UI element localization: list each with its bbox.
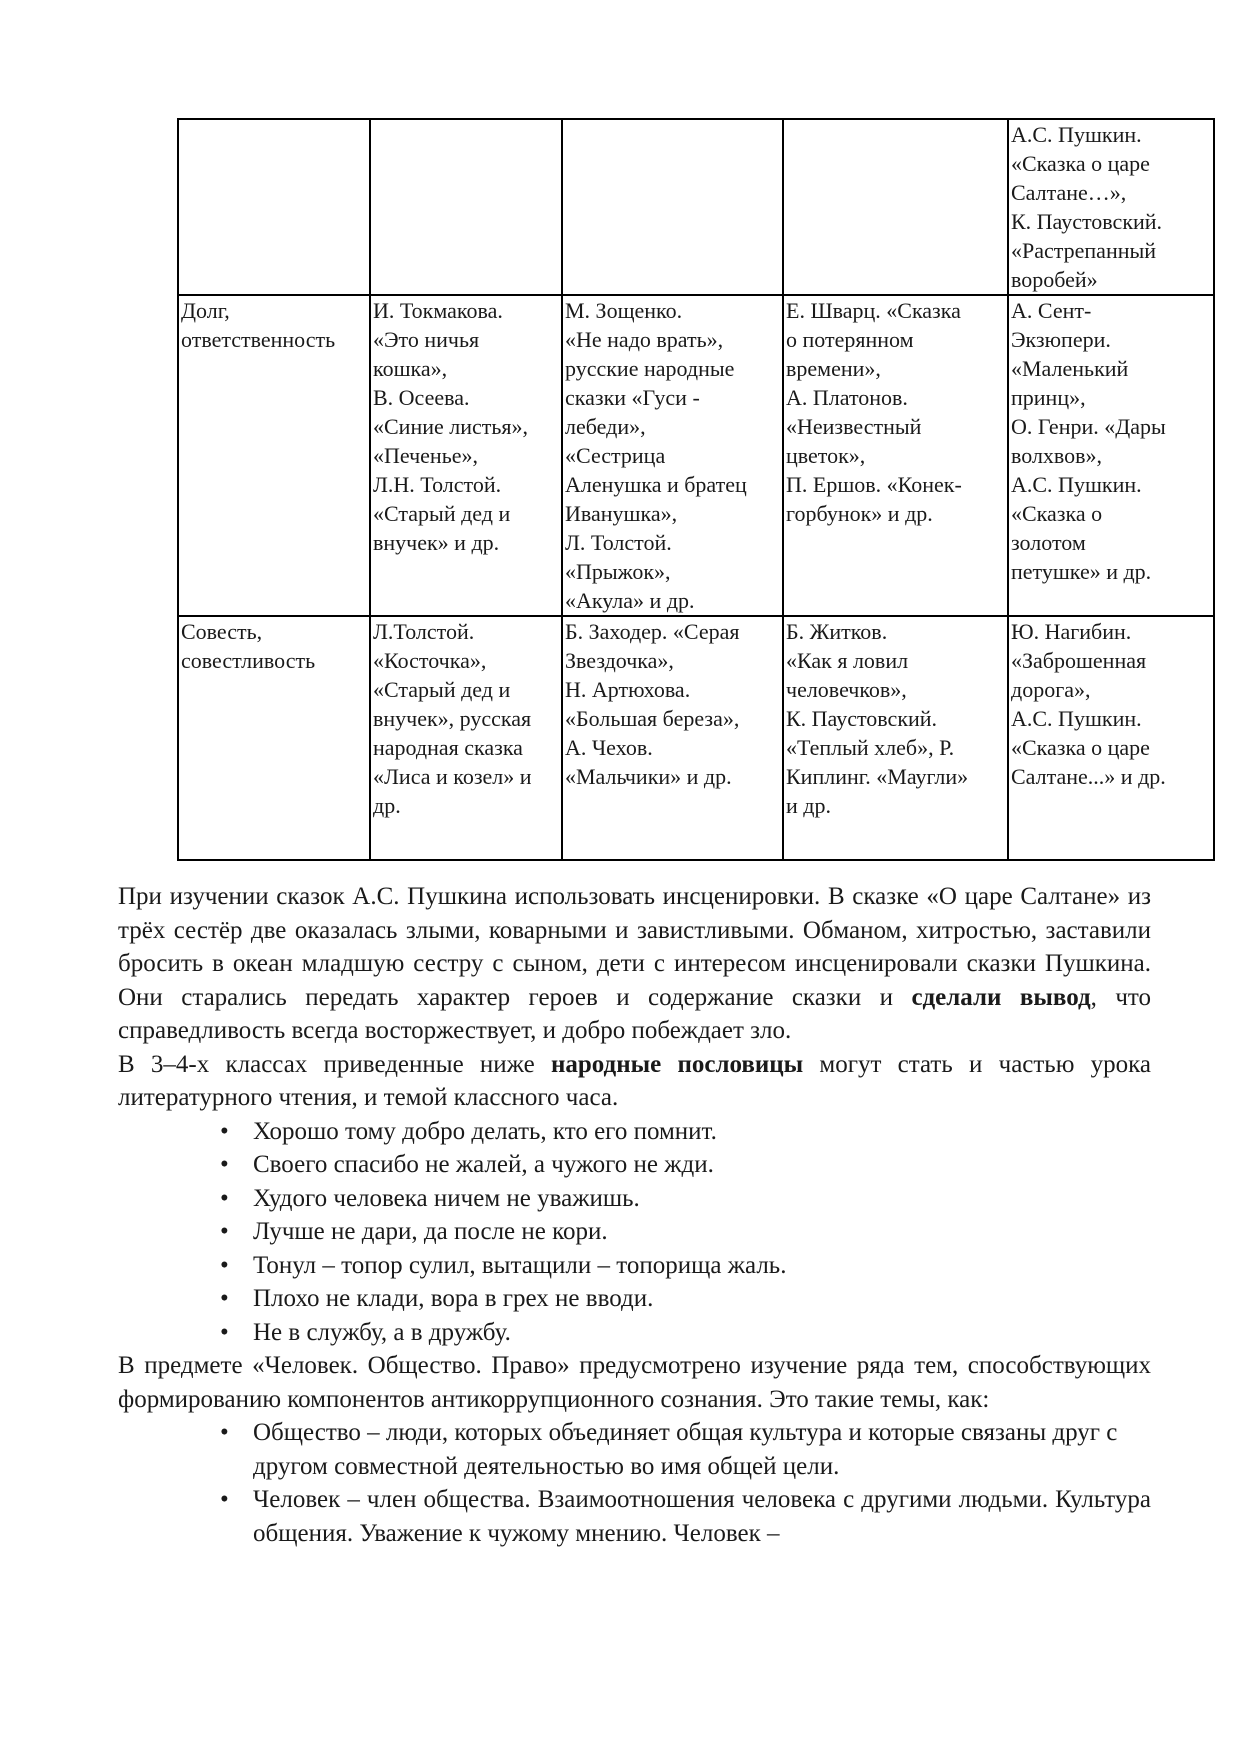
cell-line: ответственность — [181, 327, 336, 352]
table-cell — [178, 119, 370, 295]
list-item: • Хорошо тому добро делать, кто его помнит. — [253, 1115, 1151, 1149]
cell-line: П. Ершов. «Конек- — [786, 472, 962, 497]
table-cell — [178, 616, 370, 860]
cell-line: цветок», — [786, 443, 866, 468]
table-row — [178, 119, 1214, 295]
list-item: • Своего спасибо не жалей, а чужого не жди. — [253, 1148, 1151, 1182]
cell-line: Аленушка и братец — [565, 472, 747, 497]
cell-line: «Печенье», — [373, 443, 479, 468]
cell-line: и др. — [786, 793, 831, 818]
cell-line: «Акула» и др. — [565, 588, 695, 613]
cell-line: дорога», — [1011, 677, 1091, 702]
cell-line: народная сказка — [373, 735, 523, 760]
cell-line: золотом — [1011, 530, 1086, 555]
cell-line: О. Генри. «Дары — [1011, 414, 1166, 439]
bold-phrase: народные пословицы — [550, 1050, 804, 1078]
cell-line: М. Зощенко. — [565, 298, 683, 323]
paragraph-proverbs-intro — [118, 1048, 1151, 1115]
cell-line: А.С. Пушкин. — [1011, 706, 1142, 731]
cell-line: В. Осеева. — [373, 385, 470, 410]
cell-line: «Старый дед и — [373, 677, 511, 702]
cell-line: Салтане...» и др. — [1011, 764, 1166, 789]
cell-line: «Косточка», — [373, 648, 487, 673]
cell-line: Долг, — [181, 298, 230, 323]
cell-line: Л.Толстой. — [373, 619, 475, 644]
cell-line: «Не надо врать», — [565, 327, 724, 352]
cell-line: Киплинг. «Маугли» — [786, 764, 969, 789]
table-cell — [370, 119, 562, 295]
table-cell — [1008, 119, 1214, 295]
cell-line: К. Паустовский. — [786, 706, 938, 731]
cell-line: лебеди», — [565, 414, 646, 439]
cell-line: о потерянном — [786, 327, 914, 352]
table-cell — [370, 295, 562, 616]
cell-line: др. — [373, 793, 401, 818]
cell-line: К. Паустовский. — [1011, 209, 1163, 234]
table-cell — [562, 295, 783, 616]
cell-line: Н. Артюхова. — [565, 677, 691, 702]
cell-line: «Мальчики» и др. — [565, 764, 732, 789]
cell-line: волхвов», — [1011, 443, 1103, 468]
cell-line: «Это ничья — [373, 327, 480, 352]
paragraph-subject-topics: В предмете «Человек. Общество. Право» предусмотрено изучение ряда тем, способствующих формированию компонентов антикоррупционного сознания. Это такие темы, как: — [118, 1352, 1151, 1413]
list-item: • Худого человека ничем не уважишь. — [253, 1182, 1151, 1216]
table-cell — [783, 616, 1008, 860]
table-cell — [562, 616, 783, 860]
cell-line: «Теплый хлеб», Р. — [786, 735, 955, 760]
literature-table-container — [177, 118, 1215, 861]
paragraph-text: могут стать и частью урока литературного чтения, и темой классного часа. — [118, 1050, 1151, 1111]
table-cell — [178, 295, 370, 616]
cell-line: Е. Шварц. «Сказка — [786, 298, 961, 323]
cell-line: А. Чехов. — [565, 735, 653, 760]
cell-line: Л. Толстой. — [565, 530, 672, 555]
cell-line: «Заброшенная — [1011, 648, 1147, 673]
list-item: • Общество – люди, которых объединяет общая культура и которые связаны друг с другом совместной деятельностью во имя общей цели. — [253, 1416, 1151, 1483]
paragraph-text: При изучении сказок А.С. Пушкина использовать инсценировки. В сказке «О царе Салтане» из трёх сестёр две оказалась злыми, коварными и завистливыми. Обманом, хитростью, заставили бросить в океан младшую сестру с сыном, дети с интересом инсценировали сказки Пушкина. Они старались передать характер героев и содержание сказки и — [118, 883, 1151, 1011]
list-item: • Плохо не клади, вора в грех не вводи. — [253, 1282, 1151, 1316]
proverbs-list — [118, 1115, 1151, 1350]
paragraph-pushkin-staging — [118, 880, 1151, 1048]
cell-line: А. Сент- — [1011, 298, 1092, 323]
cell-line: внучек» и др. — [373, 530, 500, 555]
cell-line: А.С. Пушкин. — [1011, 122, 1142, 147]
cell-line: горбунок» и др. — [786, 501, 933, 526]
cell-line: «Маленький — [1011, 356, 1129, 381]
cell-line: «Неизвестный — [786, 414, 922, 439]
paragraph-text: В 3–4-х классах приведенные ниже — [118, 1050, 551, 1078]
cell-line: принц», — [1011, 385, 1086, 410]
cell-line: «Как я ловил — [786, 648, 909, 673]
cell-line: «Растрепанный — [1011, 238, 1157, 263]
cell-line: Ю. Нагибин. — [1011, 619, 1132, 644]
cell-line: кошка», — [373, 356, 448, 381]
cell-line: «Сказка о — [1011, 501, 1103, 526]
table-cell — [783, 119, 1008, 295]
cell-line: внучек», русская — [373, 706, 532, 731]
list-item: • Не в службу, а в дружбу. — [253, 1316, 1151, 1350]
cell-line: Звездочка», — [565, 648, 674, 673]
table-cell — [562, 119, 783, 295]
cell-line: Экзюпери. — [1011, 327, 1111, 352]
table-cell — [1008, 295, 1214, 616]
cell-line: «Большая береза», — [565, 706, 740, 731]
cell-line: сказки «Гуси - — [565, 385, 700, 410]
cell-line: А. Платонов. — [786, 385, 908, 410]
table-cell — [370, 616, 562, 860]
literature-table — [177, 118, 1215, 861]
table-row — [178, 616, 1214, 860]
paragraph-text: , что справедливость всегда восторжествует, и добро побеждает зло. — [118, 983, 1151, 1044]
cell-line: «Сказка о царе — [1011, 151, 1150, 176]
cell-line: Л.Н. Толстой. — [373, 472, 502, 497]
cell-line: петушке» и др. — [1011, 559, 1152, 584]
bold-phrase: сделали вывод — [911, 983, 1091, 1011]
cell-line: Салтане…», — [1011, 180, 1127, 205]
table-cell — [783, 295, 1008, 616]
cell-line: человечков», — [786, 677, 907, 702]
list-item: • Тонул – топор сулил, вытащили – топорища жаль. — [253, 1249, 1151, 1283]
cell-line: «Синие листья», — [373, 414, 529, 439]
cell-line: воробей» — [1011, 267, 1098, 292]
document-body — [118, 880, 1151, 1550]
table-cell — [1008, 616, 1214, 860]
cell-line: Б. Заходер. «Серая — [565, 619, 740, 644]
cell-line: «Лиса и козел» и — [373, 764, 532, 789]
topics-list — [118, 1416, 1151, 1550]
cell-line: «Старый дед и — [373, 501, 511, 526]
literature-table-body — [178, 119, 1214, 860]
cell-line: времени», — [786, 356, 881, 381]
cell-line: совестливость — [181, 648, 316, 673]
cell-line: русские народные — [565, 356, 735, 381]
cell-line: И. Токмакова. — [373, 298, 503, 323]
cell-line: «Прыжок», — [565, 559, 671, 584]
table-row — [178, 295, 1214, 616]
list-item: • Человек – член общества. Взаимоотношения человека с другими людьми. Культура общения. Уважение к чужому мнению. Человек – — [253, 1483, 1151, 1550]
cell-line: Совесть, — [181, 619, 263, 644]
cell-line: «Сказка о царе — [1011, 735, 1150, 760]
cell-line: Иванушка», — [565, 501, 678, 526]
list-item: • Лучше не дари, да после не кори. — [253, 1215, 1151, 1249]
cell-line: «Сестрица — [565, 443, 666, 468]
cell-line: Б. Житков. — [786, 619, 888, 644]
cell-line: А.С. Пушкин. — [1011, 472, 1142, 497]
